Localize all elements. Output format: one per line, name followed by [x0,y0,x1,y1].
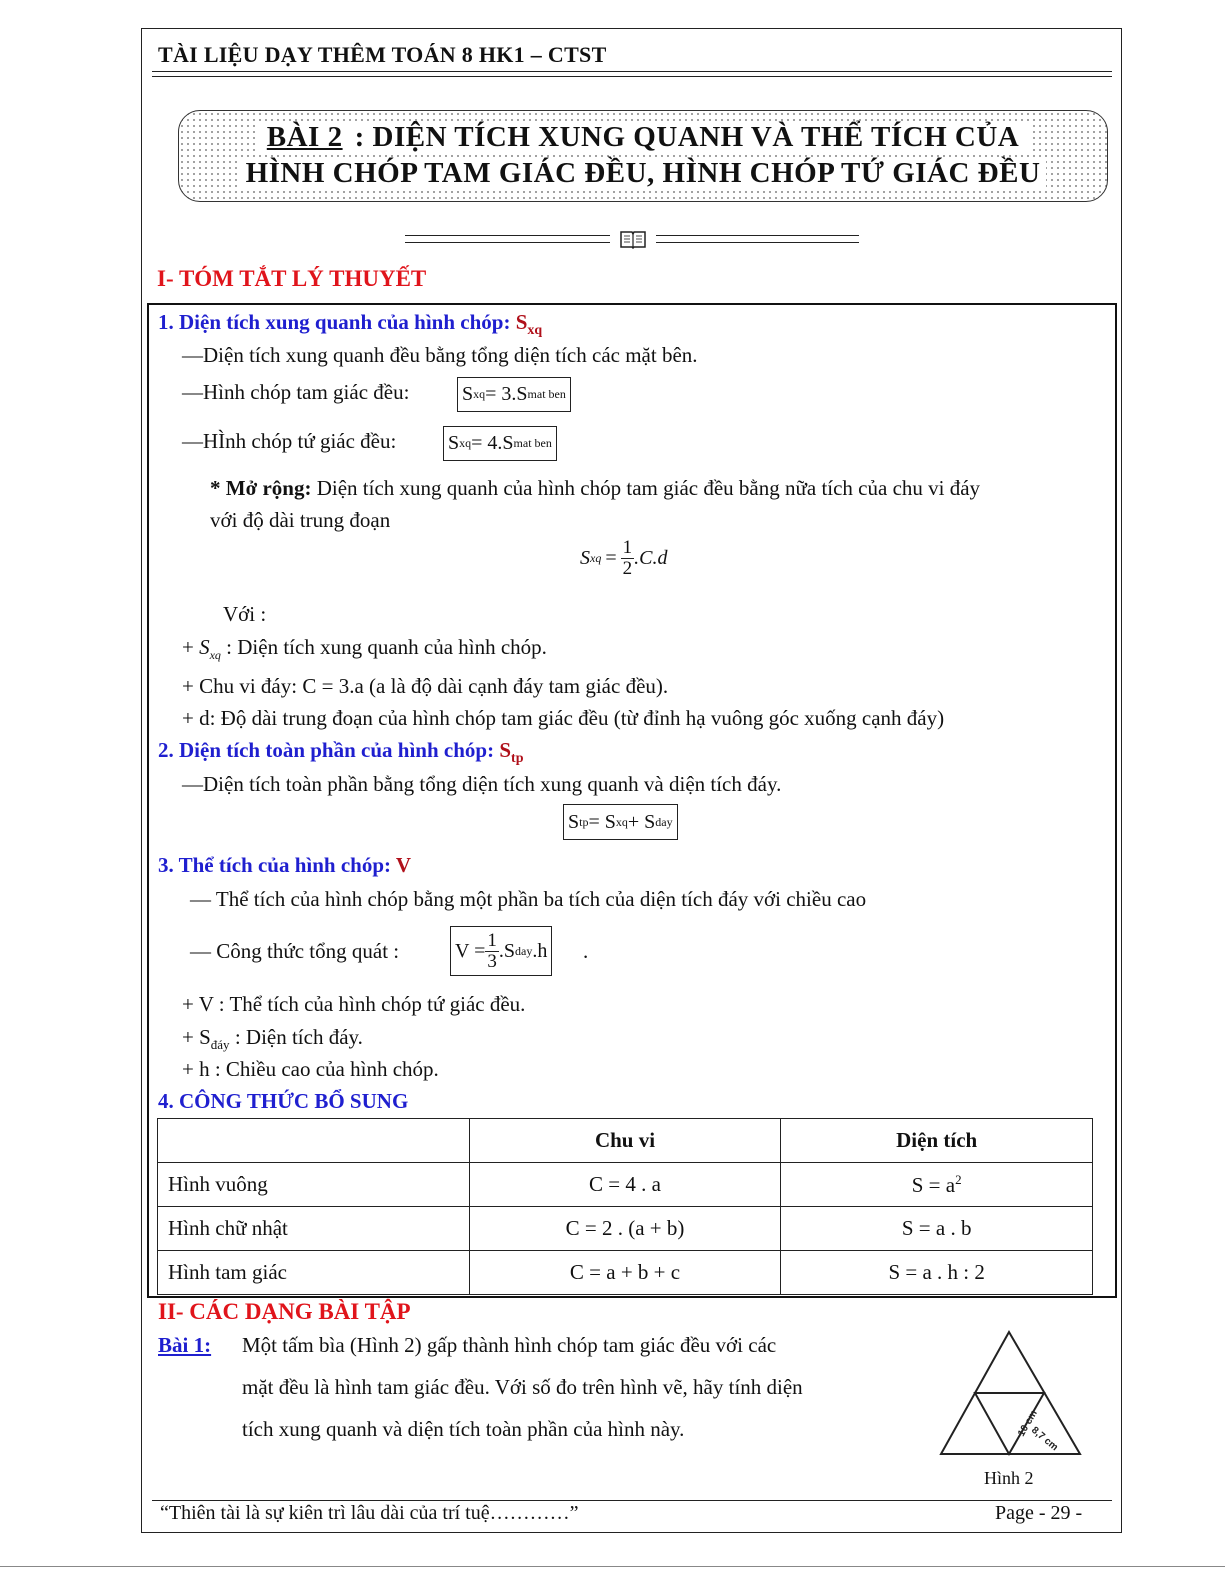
subsection-3-heading [158,853,411,878]
lesson-title-line-1 [179,121,1107,154]
document-header-title: TÀI LIỆU DẠY THÊM TOÁN 8 HK1 – CTST [158,42,607,67]
lesson-title-text-2: HÌNH CHÓP TAM GIÁC ĐỀU, HÌNH CHÓP TỨ GIÁC ĐỀU [240,157,1047,189]
table-cell: $S = a^2$ [781,1163,1093,1207]
extension-note-2: với độ dài trung đoạn [210,508,391,532]
table-header-row [158,1119,1093,1163]
total-area-definition: —Diện tích toàn phần bằng tổng diện tích xung quanh và diện tích đáy. [182,772,782,796]
formula-volume: V = $\frac{1}{3}$ .S day .h [450,926,552,976]
formula-square-lateral: S xq = 4.S mat ben [443,426,557,461]
definition-item-apothem: + d: Độ dài trung đoạn của hình chóp tam giác đều (từ đỉnh hạ vuông góc xuống cạnh đáy) [182,706,945,730]
exercise-1-text-3: tích xung quanh và diện tích toàn phần của hình này. [242,1417,685,1441]
subsection-1-symbol: $S_{xq}$ [515,310,543,339]
table-cell: S = a . h : 2 [781,1251,1093,1295]
volume-item-base: + $S_{đáy}$ : Diện tích đáy. [182,1025,363,1053]
section-1-heading: I- TÓM TẮT LÝ THUYẾT [157,266,427,291]
figure-label-b: 8,7 cm [1029,1424,1060,1454]
volume-item-v: + V : Thể tích của hình chóp tứ giác đều. [182,992,526,1016]
table-header-cell [158,1119,470,1163]
open-book-icon [619,229,647,249]
volume-general-label: — Công thức tổng quát : [190,939,400,963]
table-cell: Hình tam giác [158,1251,470,1295]
square-pyramid-label: —HÌnh chóp tứ giác đều: [182,429,397,453]
exercise-1-text-2: mặt đều là hình tam giác đều. Với số đo trên hình vẽ, hãy tính diện [242,1375,803,1399]
section-2-heading: II- CÁC DẠNG BÀI TẬP [158,1299,411,1324]
volume-definition: — Thể tích của hình chóp bằng một phần ba tích của diện tích đáy với chiều cao [190,887,867,911]
footer-quote: “Thiên tài là sự kiên trì lâu dài của trí tuệ…………” [160,1502,579,1524]
subsection-2-symbol: $S_{tp}$ [499,738,524,767]
exercise-1-text-1: Một tấm bìa (Hình 2) gấp thành hình chóp tam giác đều với các [242,1333,777,1357]
separator-right [656,235,859,243]
table-cell: C = 4 . a [469,1163,781,1207]
lesson-title-text-1: : DIỆN TÍCH XUNG QUANH VÀ THỂ TÍCH CỦA [349,121,1026,153]
table-cell: C = 2 . (a + b) [469,1207,781,1251]
figure-label-a: 10 cm [1016,1408,1040,1439]
lesson-title-box [178,110,1108,202]
table-row [158,1251,1093,1295]
figure-caption: Hình 2 [984,1468,1034,1488]
supplementary-formula-table [157,1118,1093,1295]
page-number: Page - 29 - [995,1502,1083,1524]
formula-volume-period: . [583,939,589,963]
volume-item-height: + h : Chiều cao của hình chóp. [182,1057,439,1081]
table-row [158,1207,1093,1251]
table-header-cell: Diện tích [781,1119,1093,1163]
separator-left [405,235,610,243]
triangle-net-figure [935,1327,1090,1467]
subsection-2-heading [158,738,523,767]
subsection-2-title: 2. Diện tích toàn phần của hình chóp: [158,738,500,762]
triangular-pyramid-label: —Hình chóp tam giác đều: [182,380,410,404]
table-header-cell: Chu vi [469,1119,781,1163]
subsection-3-title: 3. Thể tích của hình chóp: [158,853,396,877]
lesson-number: BÀI 2 [261,121,349,153]
definition-item-sxq: + $S_{xq}$ : Diện tích xung quanh của hình chóp. [182,635,547,663]
lateral-area-definition: —Diện tích xung quanh đều bằng tổng diện tích các mặt bên. [182,343,698,367]
subsection-4-heading: 4. CÔNG THỨC BỔ SUNG [158,1089,409,1113]
subsection-1-title: 1. Diện tích xung quanh của hình chóp: [158,310,516,334]
header-rule [152,71,1112,72]
extension-note: * Mở rộng: Diện tích xung quanh của hình chóp tam giác đều bằng nữa tích của chu vi đáy [210,476,981,500]
footer-rule [152,1500,1112,1501]
definition-item-perimeter: + Chu vi đáy: C = 3.a (a là độ dài cạnh đáy tam giác đều). [182,674,669,698]
exercise-1-label: Bài 1: [158,1333,212,1357]
subsection-3-symbol: V [395,853,412,877]
table-cell: C = a + b + c [469,1251,781,1295]
table-row [158,1163,1093,1207]
subsection-1-heading [158,310,542,339]
table-cell: Hình chữ nhật [158,1207,470,1251]
where-label: Với : [223,602,267,626]
table-cell: Hình vuông [158,1163,470,1207]
lateral-area-formula: S xq = $\frac{1}{2}$ .C.d [580,537,668,579]
header-rule-2 [152,76,1112,77]
formula-triangular-lateral: S xq = 3.S mat ben [457,377,571,412]
lesson-title-line-2 [179,157,1107,190]
page-bottom-rule [0,1566,1225,1567]
table-cell: S = a . b [781,1207,1093,1251]
formula-total-area: S tp = S xq + S day [563,804,678,840]
